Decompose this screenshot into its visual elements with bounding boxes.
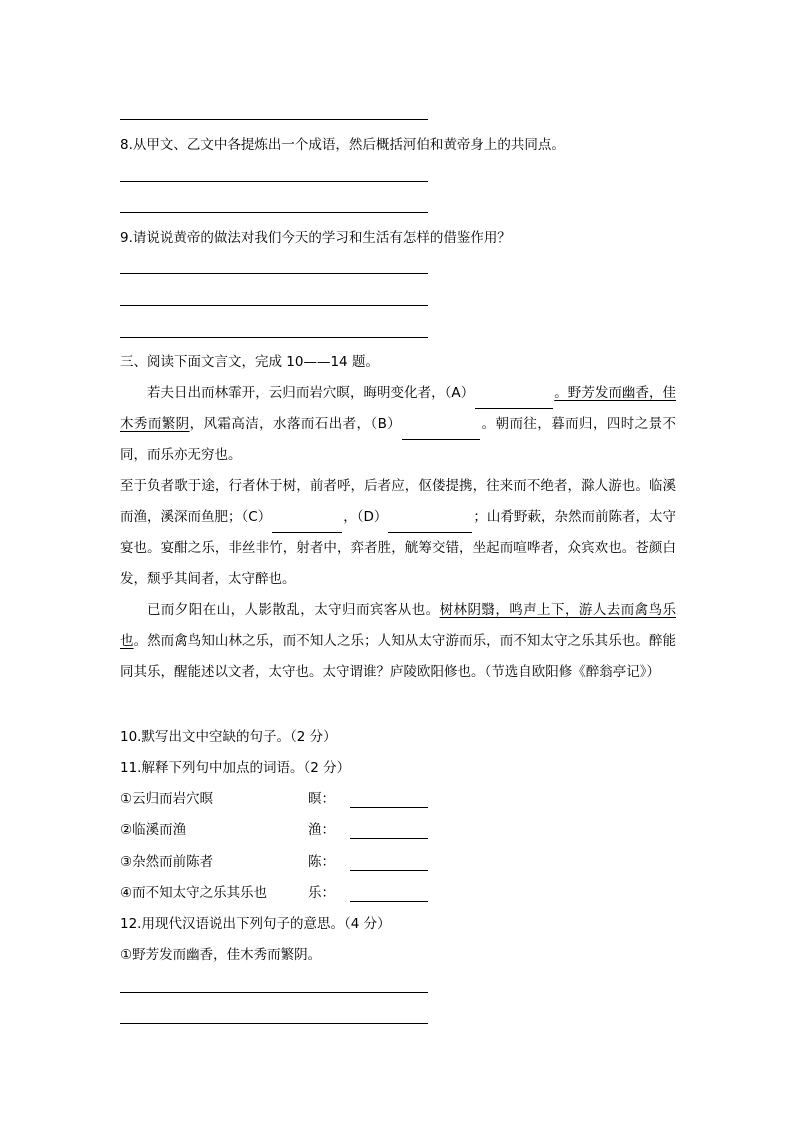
passage-paragraph-3: 已而夕阳在山，人影散乱，太守归而宾客从也。树林阴翳，鸣声上下，游人去而禽鸟乐也。然而禽鸟知山林之乐，而不知人之乐；人知从太守游而乐，而不知太守之乐其乐也。醉能同其乐，醒能述以文者，太守也。太守谓谁？庐陵欧阳修也。（节选自欧阳修《醉翁亭记》） [120,602,677,680]
classical-passage [120,378,676,688]
question-12: 12.用现代汉语说出下列句子的意思。（4 分） [120,916,391,932]
answer-line[interactable] [120,1023,428,1024]
question-11: 11.解释下列句中加点的词语。（2 分） [120,760,351,776]
question-9: 9.请说说黄帝的做法对我们今天的学习和生活有怎样的借鉴作用？ [120,230,511,246]
q11-item: ④而不知太守之乐其乐也 乐： [120,883,430,903]
answer-line[interactable] [350,807,428,808]
passage-paragraph-2: 至于负者歌于途，行者休于树，前者呼，后者应，伛偻提携，往来而不绝者，滁人游也。临溪而渔，溪深而鱼肥；（C） ，（D） ；山肴野蔌，杂然而前陈者，太守宴也。宴酣之乐，非丝非竹，射者中，弈者胜，觥筹交错，坐起而喧哗者，众宾欢也。苍颜白发，颓乎其间者，太守醉也。 [120,478,676,587]
answer-line[interactable] [120,273,428,274]
q11-item: ②临溪而渔 渔： [120,820,430,840]
answer-line[interactable] [350,870,428,871]
underlined-sentence: 树林阴翳，鸣声上下，游人去而禽鸟乐也 [120,602,677,649]
answer-line[interactable] [120,305,428,306]
q11-item: ①云归而岩穴暝 暝： [120,789,430,809]
answer-line[interactable] [350,838,428,839]
answer-line[interactable] [350,901,428,902]
answer-line[interactable] [120,337,428,338]
question-8: 8.从甲文、乙文中各提炼出一个成语，然后概括河伯和黄帝身上的共同点。 [120,137,565,153]
underlined-sentence: 。野芳发而幽香，佳木秀而繁阴 [120,385,677,432]
passage-paragraph-1: 若夫日出而林霏开，云归而岩穴暝，晦明变化者，（A） 。野芳发而幽香，佳木秀而繁阴，风霜高洁，水落而石出者，（B） 。朝而往，暮而归，四时之景不同，而乐亦无穷也。 [120,385,677,463]
answer-line[interactable] [120,181,428,182]
blank-d[interactable] [388,515,472,533]
question-12-item-1: ①野芳发而幽香，佳木秀而繁阴。 [120,947,322,963]
section-heading: 三、阅读下面文言文，完成 10——14 题。 [120,354,379,370]
answer-line[interactable] [120,992,428,993]
blank-c[interactable] [272,515,342,533]
answer-line[interactable] [120,212,428,213]
q11-item: ③杂然而前陈者 陈： [120,852,430,872]
blank-a[interactable] [475,391,553,409]
answer-line[interactable] [120,119,428,120]
blank-b[interactable] [402,422,480,440]
question-10: 10.默写出文中空缺的句子。（2 分） [120,729,337,745]
